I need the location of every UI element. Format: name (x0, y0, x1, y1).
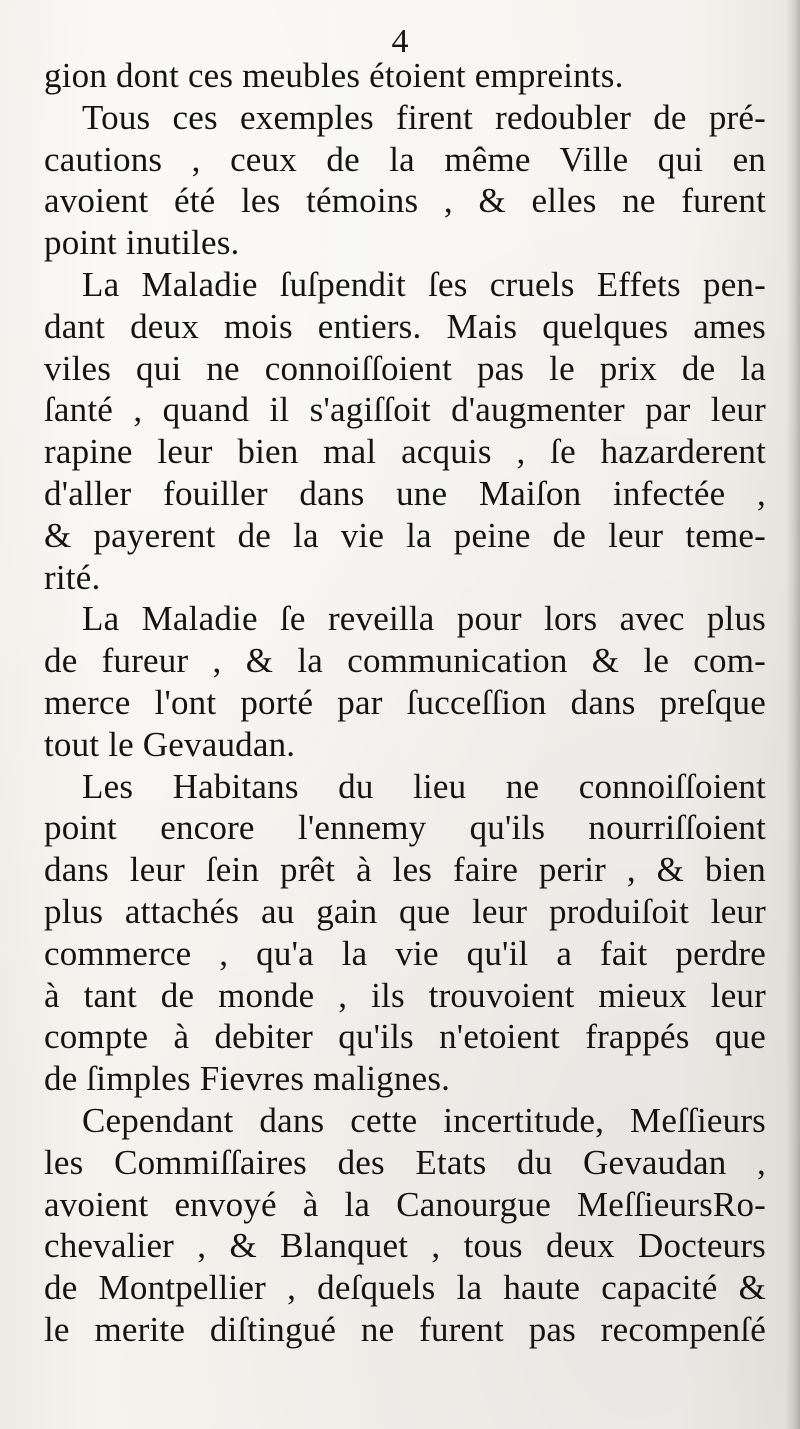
text-line: gion dont ces meubles étoient empreints. (44, 56, 624, 95)
text-line: dans leur ſein prêt à les faire perir , & bien (44, 850, 766, 890)
text-line: les Commiſſaires des Etats du Gevaudan , (44, 1142, 766, 1182)
text-line: compte à debiter qu'ils n'etoient frappés que (44, 1017, 766, 1057)
text-line: La Maladie ſuſpendit ſes cruels Effets pen- (82, 264, 766, 304)
text-line: à tant de monde , ils trouvoient mieux leur (44, 975, 766, 1015)
page-number: 4 (391, 23, 409, 60)
text-line: chevalier , & Blanquet , tous deux Docteurs (44, 1226, 766, 1266)
text-line: tout le Gevaudan. (44, 724, 296, 764)
text-line: plus attachés au gain que leur produiſoit leur (44, 891, 766, 931)
text-line: d'aller fouiller dans une Maiſon infectée , (44, 473, 766, 513)
text-line: La Maladie ſe reveilla pour lors avec plus (82, 599, 766, 639)
text-line: dant deux mois entiers. Mais quelques ames (44, 306, 766, 346)
text-line: point inutiles. (44, 223, 240, 263)
text-line: rapine leur bien mal acquis , ſe hazarderent (44, 432, 766, 472)
body-text (44, 55, 766, 1351)
text-line: de Montpellier , deſquels la haute capacité & (44, 1268, 766, 1308)
text-line: Tous ces exemples firent redoubler de pré- (82, 97, 766, 137)
text-line: de ſimples Fievres malignes. (44, 1059, 451, 1099)
text-line: le merite diſtingué ne furent pas recompenſé (44, 1309, 766, 1349)
text-line: de fureur , & la communication & le com- (44, 641, 766, 681)
text-line: merce l'ont porté par ſucceſſion dans preſque (44, 682, 766, 722)
text-line: & payerent de la vie la peine de leur teme- (44, 515, 766, 555)
text-line: avoient été les témoins , & elles ne furent (44, 181, 766, 221)
text-line: avoient envoyé à la Canourgue MeſſieursRo- (44, 1184, 766, 1224)
text-line: commerce , qu'a la vie qu'il a fait perdre (44, 933, 766, 973)
text-line: cautions , ceux de la même Ville qui en (44, 139, 766, 179)
text-line: Cependant dans cette incertitude, Meſſieurs (82, 1100, 766, 1140)
text-line: point encore l'ennemy qu'ils nourriſſoient (44, 808, 766, 848)
text-line: viles qui ne connoiſſoient pas le prix de la (44, 348, 766, 388)
text-line: ſanté , quand il s'agiſſoit d'augmenter par leur (44, 390, 766, 430)
text-line: Les Habitans du lieu ne connoiſſoient (82, 766, 766, 806)
page-edge-shadow (786, 0, 800, 1429)
text-line: rité. (44, 557, 101, 597)
